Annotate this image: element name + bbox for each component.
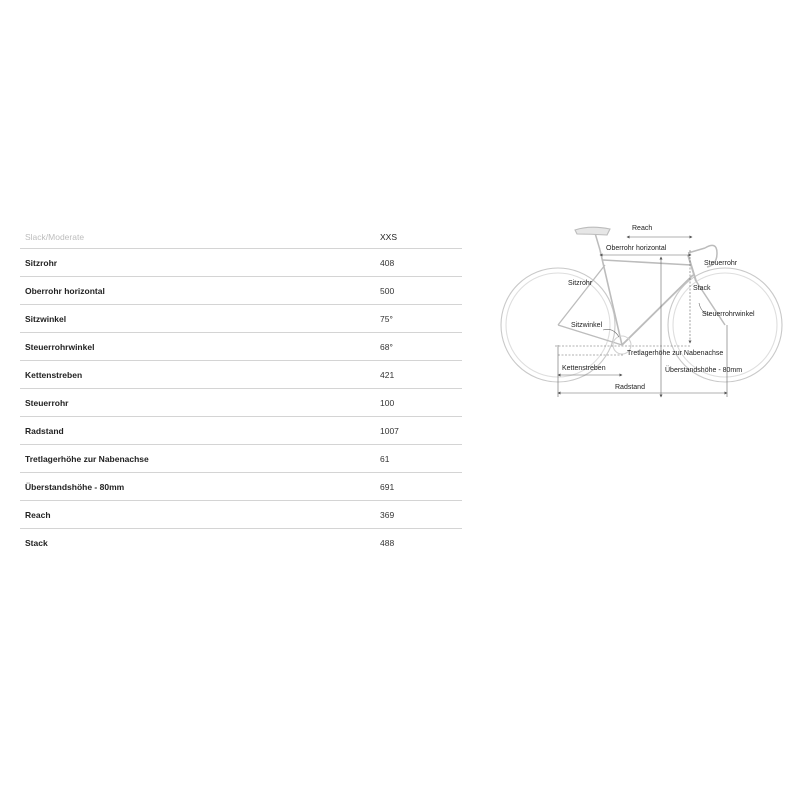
row-label: Sitzwinkel [25,314,67,324]
seat-tube [600,250,622,345]
row-value: 691 [380,482,395,492]
saddle [575,227,610,235]
stem [688,248,705,253]
row-value: 500 [380,286,395,296]
seat-post [595,233,600,250]
table-row [20,417,462,445]
row-label: Steuerrohr [25,398,69,408]
label-tretlager: Tretlagerhöhe zur Nabenachse [627,350,724,357]
geometry-table [20,224,462,557]
table-header-label: Slack/Moderate [25,232,85,242]
row-label: Oberrohr horizontal [25,286,105,296]
row-label: Tretlagerhöhe zur Nabenachse [25,454,149,464]
table-row [20,389,462,417]
table-row [20,333,462,361]
table-row [20,501,462,529]
label-sitzwinkel: Sitzwinkel [571,322,603,329]
row-value: 369 [380,510,395,520]
table-row [20,445,462,473]
table-header-size: XXS [380,232,398,242]
row-value: 68° [380,342,393,352]
row-label: Überstandshöhe - 80mm [25,482,125,492]
label-radstand: Radstand [615,384,645,391]
table-row [20,305,462,333]
label-reach: Reach [632,225,653,232]
row-label: Sitzrohr [25,258,58,268]
row-value: 75° [380,314,393,324]
row-label: Reach [25,510,51,520]
row-value: 61 [380,454,390,464]
row-label: Kettenstreben [25,370,83,380]
table-row [20,361,462,389]
table-header [20,224,462,249]
label-stack: Stack [693,285,711,292]
row-value: 408 [380,258,395,268]
label-steuerrohr: Steuerrohr [704,260,738,267]
table-row [20,529,462,557]
label-kettenstreben: Kettenstreben [562,365,606,372]
top-tube [603,260,691,265]
table-row [20,277,462,305]
label-ueberstand: Überstandshöhe - 80mm [665,367,743,374]
bike-geometry-diagram [495,215,785,405]
row-value: 100 [380,398,395,408]
label-steuerrohrwinkel: Steuerrohrwinkel [702,311,755,318]
down-tube [622,275,693,345]
row-value: 421 [380,370,395,380]
table-row [20,249,462,277]
row-label: Radstand [25,426,64,436]
table-row [20,473,462,501]
row-label: Steuerrohrwinkel [25,342,95,352]
row-value: 1007 [380,426,399,436]
sitzwinkel-arc [603,329,619,337]
label-oberrohr: Oberrohr horizontal [606,245,667,252]
row-label: Stack [25,538,48,548]
row-value: 488 [380,538,395,548]
label-sitzrohr: Sitzrohr [568,280,593,287]
